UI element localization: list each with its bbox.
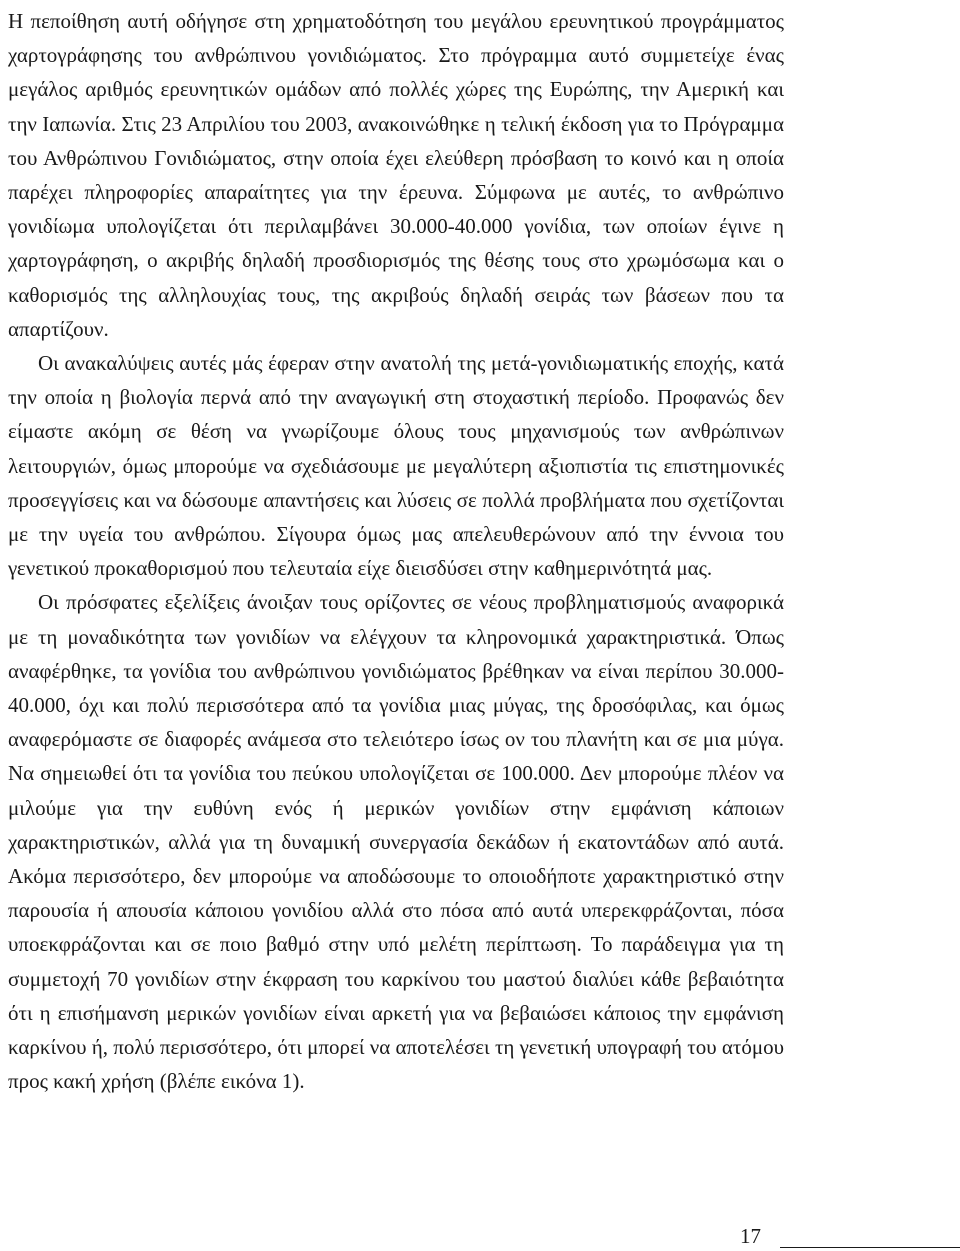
paragraph-1: Η πεποίθηση αυτή οδήγησε στη χρηματοδότηση του μεγάλου ερευνητικού προγράμματος χαρτογράφησης του ανθρώπινου γονιδιώματος. Στο πρόγραμμα αυτό συμμετείχε ένας μεγάλος αριθμός ερευνητικών ομάδων από πολλές χώρες της Ευρώπης, την Αμερική και την Ιαπωνία. Στις 23 Απριλίου του 2003, ανακοινώθηκε η τελική έκδοση για το Πρόγραμμα του Ανθρώπινου Γονιδιώματος, στην οποία έχει ελεύθερη πρόσβαση το κοινό και η οποία παρέχει πληροφορίες απαραίτητες για την έρευνα. Σύμφωνα με αυτές, το ανθρώπινο γονιδίωμα υπολογίζεται ότι περιλαμβάνει 30.000-40.000 γονίδια, των οποίων έγινε η χαρτογράφηση, ο ακριβής δηλαδή προσδιορισμός της θέσης τους στο χρωμόσωμα και ο καθορισμός της αλληλουχίας τους, της ακριβούς δηλαδή σειράς των βάσεων που τα απαρτίζουν. [8, 9, 784, 341]
footer-rule [780, 1247, 960, 1248]
paragraph-2: Οι ανακαλύψεις αυτές μάς έφεραν στην ανατολή της μετά-γονιδιωματικής εποχής, κατά την οποία η βιολογία περνά από την αναγωγική στη στοχαστική περίοδο. Προφανώς δεν είμαστε ακόμη σε θέση να γνωρίζουμε όλους τους μηχανισμούς των ανθρώπινων λειτουργιών, όμως μπορούμε να σχεδιάσουμε με μεγαλύτερη αξιοπιστία τις επιστημονικές προσεγγίσεις και να δώσουμε απαντήσεις και λύσεις σε πολλά προβλήματα που σχετίζονται με την υγεία του ανθρώπου. Σίγουρα όμως μας απελευθερώνουν από την έννοια του γενετικού προκαθορισμού που τελευταία είχε διεισδύσει στην καθημερινότητά μας. [8, 351, 784, 581]
body-text [8, 4, 784, 1099]
paragraph-3: Οι πρόσφατες εξελίξεις άνοιξαν τους ορίζοντες σε νέους προβληματισμούς αναφορικά με τη μοναδικότητα των γονιδίων να ελέγχουν τα κληρονομικά χαρακτηριστικά. Όπως αναφέρθηκε, τα γονίδια του ανθρώπινου γονιδιώματος βρέθηκαν να είναι περίπου 30.000-40.000, όχι και πολύ περισσότερα από τα γονίδια μιας μύγας, της δροσόφιλας, και όμως αναφερόμαστε σε διαφορές ανάμεσα στο τελειότερο ίσως ον του πλανήτη και σε μια μύγα. Να σημειωθεί ότι τα γονίδια του πεύκου υπολογίζεται σε 100.000. Δεν μπορούμε πλέον να μιλούμε για την ευθύνη ενός ή μερικών γονιδίων στην εμφάνιση κάποιων χαρακτηριστικών, αλλά για τη δυναμική συνεργασία δεκάδων ή εκατοντάδων από αυτά. Ακόμα περισσότερο, δεν μπορούμε να αποδώσουμε το οποιοδήποτε χαρακτηριστικό στην παρουσία ή απουσία κάποιου γονιδίου αλλά στο πόσα από αυτά υπερεκφράζονται, πόσα υποεκφράζονται και σε ποιο βαθμό στην υπό μελέτη περίπτωση. Το παράδειγμα για τη συμμετοχή 70 γονιδίων στην έκφραση του καρκίνου του μαστού διαλύει κάθε βεβαιότητα ότι η επισήμανση μερικών γονιδίων είναι αρκετή για να βεβαιώσει κάποιος την εμφάνιση καρκίνου ή, πολύ περισσότερο, ότι μπορεί να αποτελέσει τη γενετική υπογραφή του ατόμου προς κακή χρήση (βλέπε εικόνα 1). [8, 590, 784, 1094]
page-number: 17 [740, 1224, 761, 1248]
